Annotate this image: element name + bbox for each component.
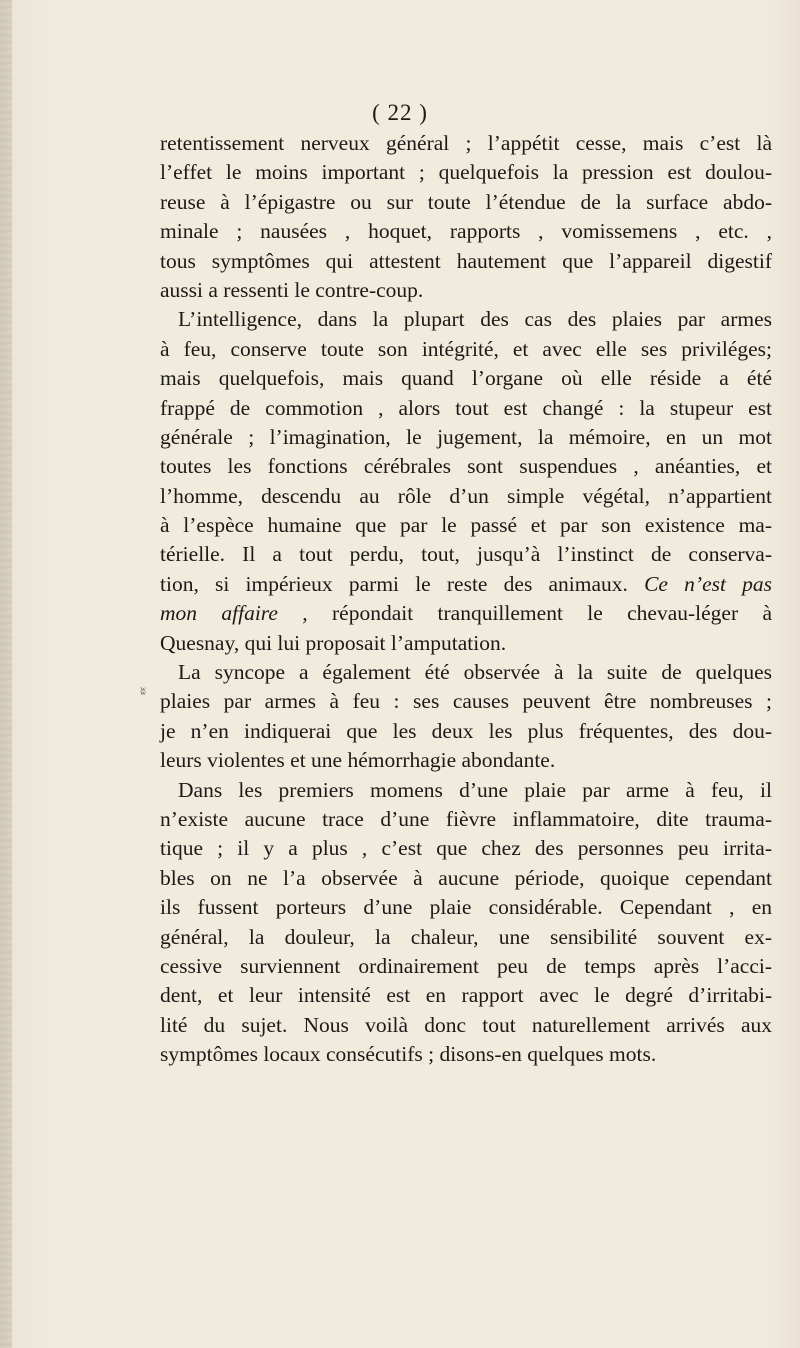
binding-gutter [0, 0, 12, 1348]
text-line [160, 893, 772, 922]
line-text: à l’espèce humaine que par le passé et par son existence ma- [160, 513, 772, 538]
text-line [160, 717, 772, 746]
text-line [160, 776, 772, 805]
text-line [160, 981, 772, 1010]
line-text: à feu, conserve toute son intégrité, et avec elle ses priviléges; [160, 336, 772, 361]
line-text: bles on ne l’a observée à aucune période, quoique cependant [160, 865, 772, 890]
line-text: minale ; nausées , hoquet, rapports , vomissemens , etc. , [160, 219, 772, 244]
text-line [160, 1011, 772, 1040]
line-text: Dans les premiers momens d’une plaie par arme à feu, il [178, 777, 772, 802]
line-text: je n’en indiquerai que les deux les plus fréquentes, des dou- [160, 718, 772, 743]
text-line [160, 452, 772, 481]
line-text: frappé de commotion , alors tout est changé : la stupeur est [160, 395, 772, 420]
text-line [160, 570, 772, 599]
line-text: retentissement nerveux général ; l’appétit cesse, mais c’est là [160, 131, 772, 155]
line-text: ils fussent porteurs d’une plaie considérable. Cependant , en [160, 895, 772, 920]
text-line [160, 305, 772, 334]
line-text: Quesnay, qui lui proposait l’amputation. [160, 630, 507, 655]
text-line [160, 511, 772, 540]
line-text: lité du sujet. Nous voilà donc tout naturellement arrivés aux [160, 1012, 772, 1037]
text-line [160, 335, 772, 364]
margin-mark: ʬ [140, 684, 147, 698]
line-text: plaies par armes à feu : ses causes peuvent être nombreuses ; [160, 689, 772, 714]
text-line [160, 482, 772, 511]
line-text: La syncope a également été observée à la suite de quelques [178, 660, 772, 685]
text-line [160, 1040, 772, 1069]
text-line [160, 923, 772, 952]
line-text: dent, et leur intensité est en rapport avec le degré d’irritabi- [160, 983, 772, 1008]
line-text: l’effet le moins important ; quelquefois la pression est doulou- [160, 160, 772, 185]
line-text: térielle. Il a tout perdu, tout, jusqu’à l’instinct de conserva- [160, 542, 772, 567]
text-line [160, 658, 772, 687]
text-line [160, 834, 772, 863]
text-line [160, 540, 772, 569]
text-line [160, 247, 772, 276]
text-line [160, 158, 772, 187]
text-line [160, 423, 772, 452]
text-line [160, 629, 772, 658]
page-number: ( 22 ) [372, 100, 428, 125]
text-line [160, 217, 772, 246]
line-text: générale ; l’imagination, le jugement, la mémoire, en un mot [160, 424, 772, 449]
line-text: général, la douleur, la chaleur, une sensibilité souvent ex- [160, 924, 772, 949]
line-text: n’existe aucune trace d’une fièvre inflammatoire, dite trauma- [160, 806, 772, 831]
text-line [160, 864, 772, 893]
line-text: L’intelligence, dans la plupart des cas des plaies par armes [178, 307, 772, 332]
line-text: leurs violentes et une hémorrhagie abondante. [160, 748, 556, 773]
text-line [160, 129, 772, 158]
text-line [160, 952, 772, 981]
line-text: l’homme, descendu au rôle d’un simple végétal, n’appartient [160, 483, 772, 508]
line-text: cessive surviennent ordinairement peu de temps après l’acci- [160, 953, 772, 978]
line-text: reuse à l’épigastre ou sur toute l’étendue de la surface abdo- [160, 189, 772, 214]
line-text: tique ; il y a plus , c’est que chez des personnes peu irrita- [160, 836, 772, 861]
italic-phrase: mon affaire , [160, 601, 308, 626]
text-line [160, 364, 772, 393]
line-text: symptômes locaux consécutifs ; disons-en quelques mots. [160, 1042, 657, 1067]
line-text: répondait tranquillement le chevau-léger à [332, 601, 773, 626]
text-line [160, 394, 772, 423]
text-line [160, 276, 772, 305]
line-text: tion, si impérieux parmi le reste des animaux. [160, 571, 628, 596]
line-text: tous symptômes qui attestent hautement que l’appareil digestif [160, 248, 772, 273]
text-line [160, 805, 772, 834]
body-text [160, 129, 772, 1070]
line-text: aussi a ressenti le contre-coup. [160, 277, 424, 302]
line-text: toutes les fonctions cérébrales sont suspendues , anéanties, et [160, 454, 772, 479]
text-line [160, 746, 772, 775]
line-text: mais quelquefois, mais quand l’organe où elle réside a été [160, 366, 772, 391]
text-line [160, 687, 772, 716]
text-line [160, 599, 772, 628]
text-line [160, 188, 772, 217]
italic-phrase: Ce n’est pas [644, 571, 772, 596]
